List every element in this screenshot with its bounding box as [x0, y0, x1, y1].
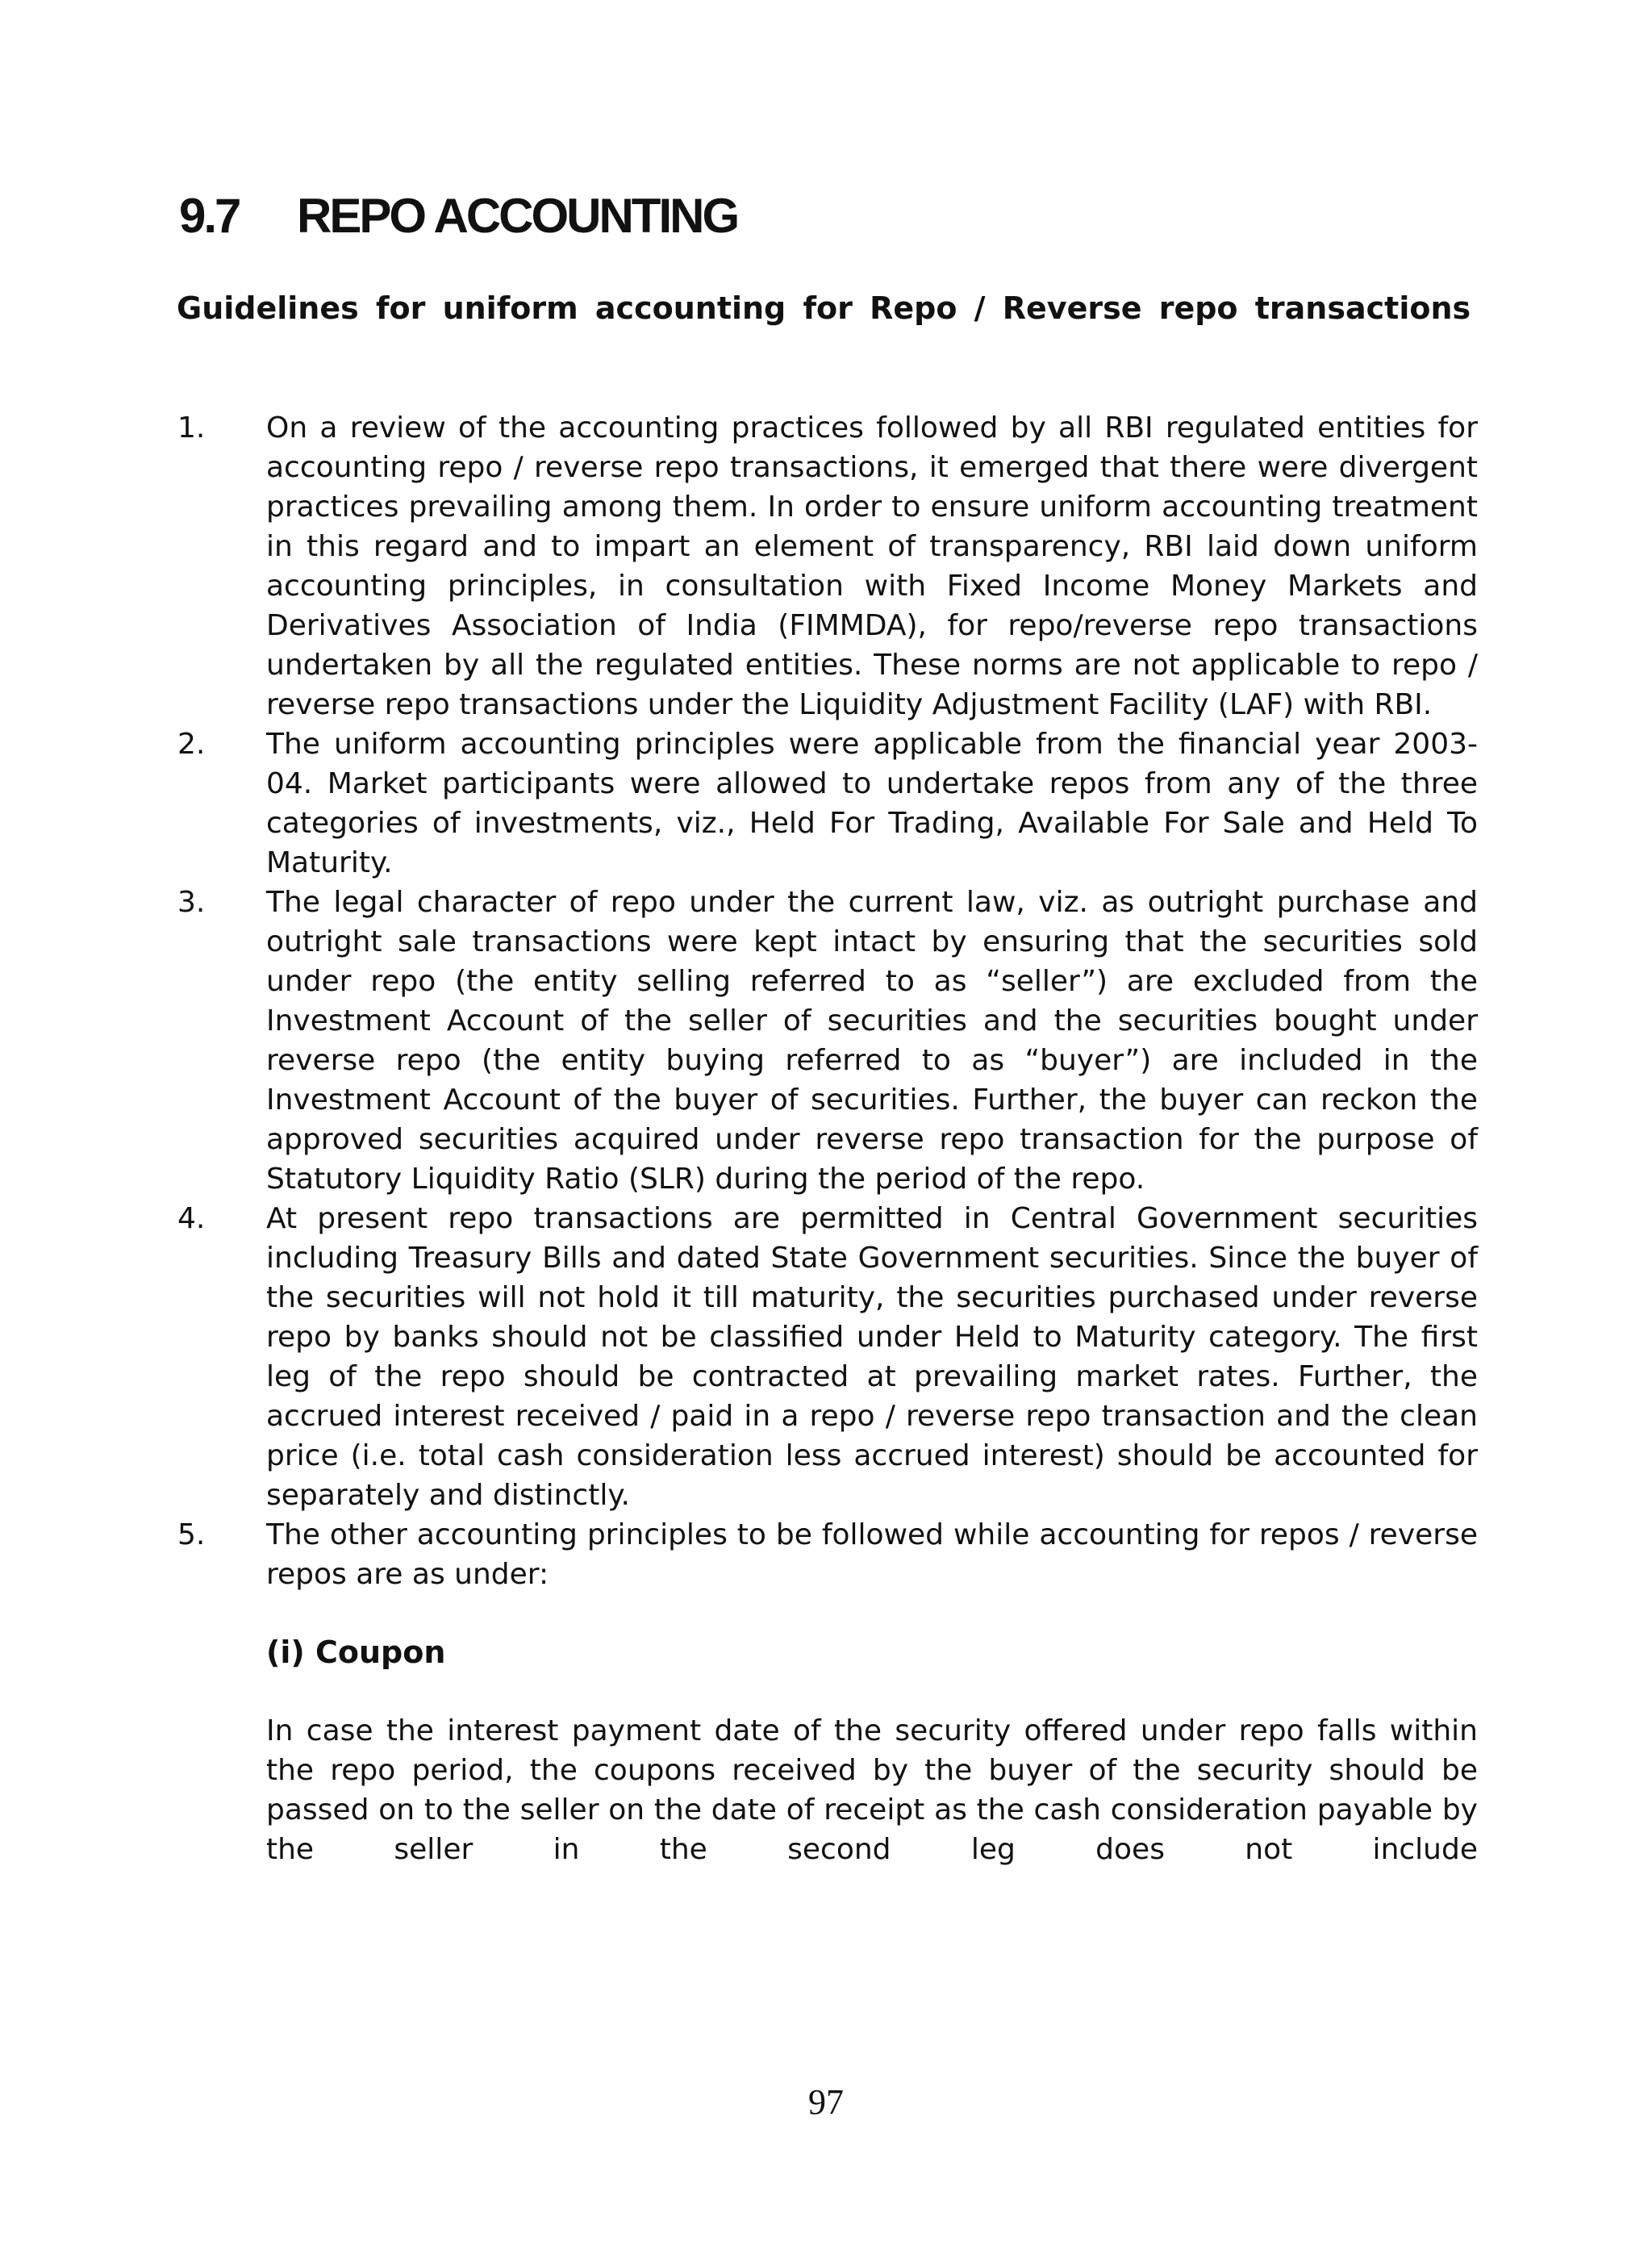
item-text: The uniform accounting principles were applicable from the financial year 2003-04. Market participants were allowed to undertake repos from any of the three categories of investments, viz., Held For Trading, Available For Sale and Held To Maturity. [266, 728, 1478, 879]
item-number: 5. [177, 1518, 206, 1551]
subtitle: Guidelines for uniform accounting for Repo / Reverse repo transactions [177, 290, 1471, 326]
coupon-paragraph: In case the interest payment date of the security offered under repo falls within the repo period, the coupons received by the buyer of the security should be passed on to the seller on the date of receipt as the cash consideration payable by the seller in the second leg does not include [266, 1714, 1478, 1866]
item-number: 4. [177, 1202, 206, 1235]
item-text: On a review of the accounting practices followed by all RBI regulated entities for accounting repo / reverse repo transactions, it emerged that there were divergent practices prevailing among them. In order to ensure uniform accounting treatment in this regard and to impart an element of transparency, RBI laid down uniform accounting principles, in consultation with Fixed Income Money Markets and Derivatives Association of India (FIMMDA), for repo/reverse repo transactions undertaken by all the regulated entities. These norms are not applicable to repo / reverse repo transactions under the Liquidity Adjustment Facility (LAF) with RBI. [266, 411, 1478, 721]
item-text: The other accounting principles to be followed while accounting for repos / reverse repos are as under: [266, 1518, 1478, 1591]
item-number: 3. [177, 886, 206, 919]
item-number: 2. [177, 728, 206, 761]
numbered-list [177, 408, 1478, 1869]
item-text: At present repo transactions are permitted in Central Government securities including Treasury Bills and dated State Government securities. Since the buyer of the securities will not hold it till maturity, the securities purchased under reverse repo by banks should not be classified under Held to Maturity category. The first leg of the repo should be contracted at prevailing market rates. Further, the accrued interest received / paid in a repo / reverse repo transaction and the clean price (i.e. total cash consideration less accrued interest) should be accounted for separately and distinctly. [266, 1202, 1478, 1512]
coupon-heading: (i) Coupon [266, 1635, 446, 1670]
section-number: 9.7 [179, 189, 240, 243]
section-title-text: REPO ACCOUNTING [297, 189, 738, 243]
list-item [177, 1199, 1478, 1515]
page-number: 97 [808, 2082, 844, 2122]
list-item [177, 408, 1478, 724]
item-number: 1. [177, 411, 206, 445]
item-text: The legal character of repo under the current law, viz. as outright purchase and outright sale transactions were kept intact by ensuring that the securities sold under repo (the entity selling referred to as “seller”) are excluded from the Investment Account of the seller of securities and the securities bought under reverse repo (the entity buying referred to as “buyer”) are included in the Investment Account of the buyer of securities. Further, the buyer can reckon the approved securities acquired under reverse repo transaction for the purpose of Statutory Liquidity Ratio (SLR) during the period of the repo. [266, 886, 1478, 1196]
list-item [177, 724, 1478, 883]
section-title [179, 184, 737, 248]
list-item [177, 883, 1478, 1199]
list-item [177, 1515, 1478, 1594]
